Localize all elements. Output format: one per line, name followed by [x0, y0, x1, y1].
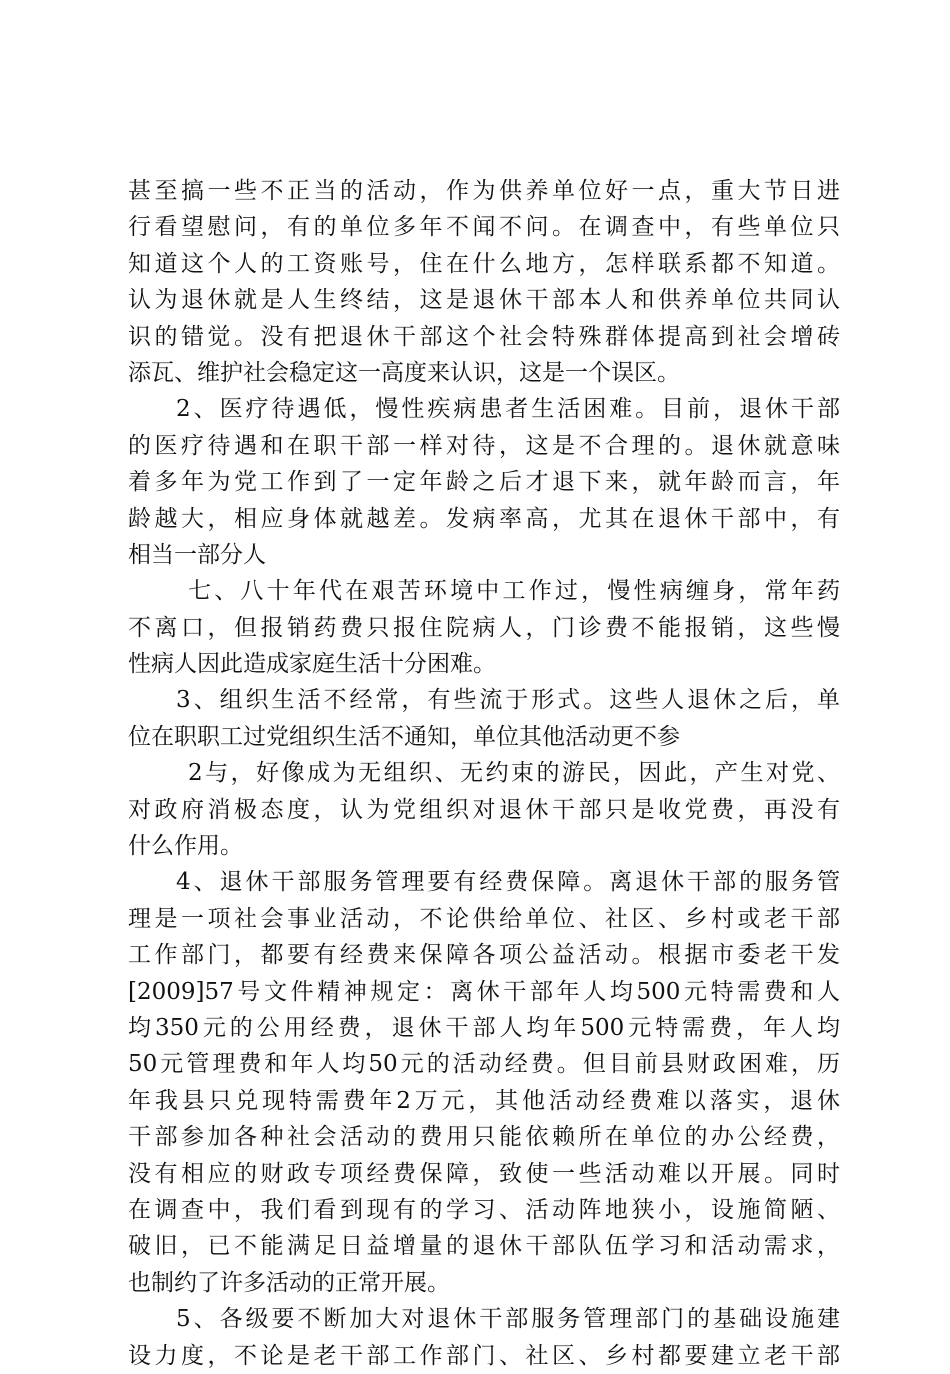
text-line: 5、各级要不断加大对退休干部服务管理部门的基础设施建	[176, 1306, 840, 1333]
text-line: 的医疗待遇和在职干部一样对待，这是不合理的。退休就意味	[128, 432, 840, 459]
paragraph	[128, 755, 840, 864]
text-line: 在调查中，我们看到现有的学习、活动阵地狭小，设施简陋、	[128, 1196, 840, 1223]
text-line: 性病人因此造成家庭生活十分困难。	[128, 651, 496, 678]
text-line: 50元管理费和年人均50元的活动经费。但目前县财政困难，历	[128, 1051, 840, 1078]
text-line: 干部参加各种社会活动的费用只能依赖所在单位的办公经费，	[128, 1124, 840, 1151]
paragraph	[128, 573, 840, 682]
text-line: [2009]57号文件精神规定：离休干部年人均500元特需费和人	[128, 978, 840, 1005]
text-line: 着多年为党工作到了一定年龄之后才退下来，就年龄而言，年	[128, 469, 840, 496]
paragraph	[128, 682, 840, 755]
text-line: 4、退休干部服务管理要有经费保障。离退休干部的服务管	[176, 869, 840, 896]
text-line: 识的错觉。没有把退休干部这个社会特殊群体提高到社会增砖	[128, 323, 840, 350]
text-line: 设力度，不论是老干部工作部门、社区、乡村都要建立老干部	[128, 1342, 840, 1369]
text-line: 相当一部分人	[128, 541, 266, 568]
text-line: 甚至搞一些不正当的活动，作为供养单位好一点，重大节日进	[128, 178, 840, 204]
text-line: 位在职职工过党组织生活不通知，单位其他活动更不参	[128, 723, 680, 750]
text-line: 破旧，已不能满足日益增量的退休干部队伍学习和活动需求，	[128, 1233, 840, 1260]
text-line: 工作部门，都要有经费来保障各项公益活动。根据市委老干发	[128, 942, 840, 969]
body-text	[128, 173, 840, 1374]
text-line: 年我县只兑现特需费年2万元，其他活动经费难以落实，退休	[128, 1087, 840, 1114]
text-line: 也制约了许多活动的正常开展。	[128, 1269, 450, 1296]
text-line: 2与，好像成为无组织、无约束的游民，因此，产生对党、	[188, 760, 840, 787]
text-line: 2、医疗待遇低，慢性疾病患者生活困难。目前，退休干部	[176, 396, 840, 423]
text-line: 认为退休就是人生终结，这是退休干部本人和供养单位共同认	[128, 287, 840, 314]
text-line: 没有相应的财政专项经费保障，致使一些活动难以开展。同时	[128, 1160, 840, 1187]
text-line: 3、组织生活不经常，有些流于形式。这些人退休之后，单	[176, 687, 840, 714]
text-line: 不离口，但报销药费只报住院病人，门诊费不能报销，这些慢	[128, 614, 840, 641]
paragraph	[128, 1301, 840, 1374]
text-line: 理是一项社会事业活动，不论供给单位、社区、乡村或老干部	[128, 905, 840, 932]
text-line: 均350元的公用经费，退休干部人均年500元特需费，年人均	[128, 1014, 840, 1041]
paragraph	[128, 173, 840, 391]
text-line: 龄越大，相应身体就越差。发病率高，尤其在退休干部中，有	[128, 505, 840, 532]
text-line: 知道这个人的工资账号，住在什么地方，怎样联系都不知道。	[128, 250, 840, 277]
text-line: 添瓦、维护社会稳定这一高度来认识，这是一个误区。	[128, 359, 680, 386]
text-line: 什么作用。	[128, 833, 243, 860]
paragraph	[128, 391, 840, 573]
paragraph	[128, 864, 840, 1301]
text-line: 行看望慰问，有的单位多年不闻不问。在调查中，有些单位只	[128, 214, 840, 241]
text-line: 七、八十年代在艰苦环境中工作过，慢性病缠身，常年药	[188, 578, 840, 605]
text-line: 对政府消极态度，认为党组织对退休干部只是收党费，再没有	[128, 796, 840, 823]
